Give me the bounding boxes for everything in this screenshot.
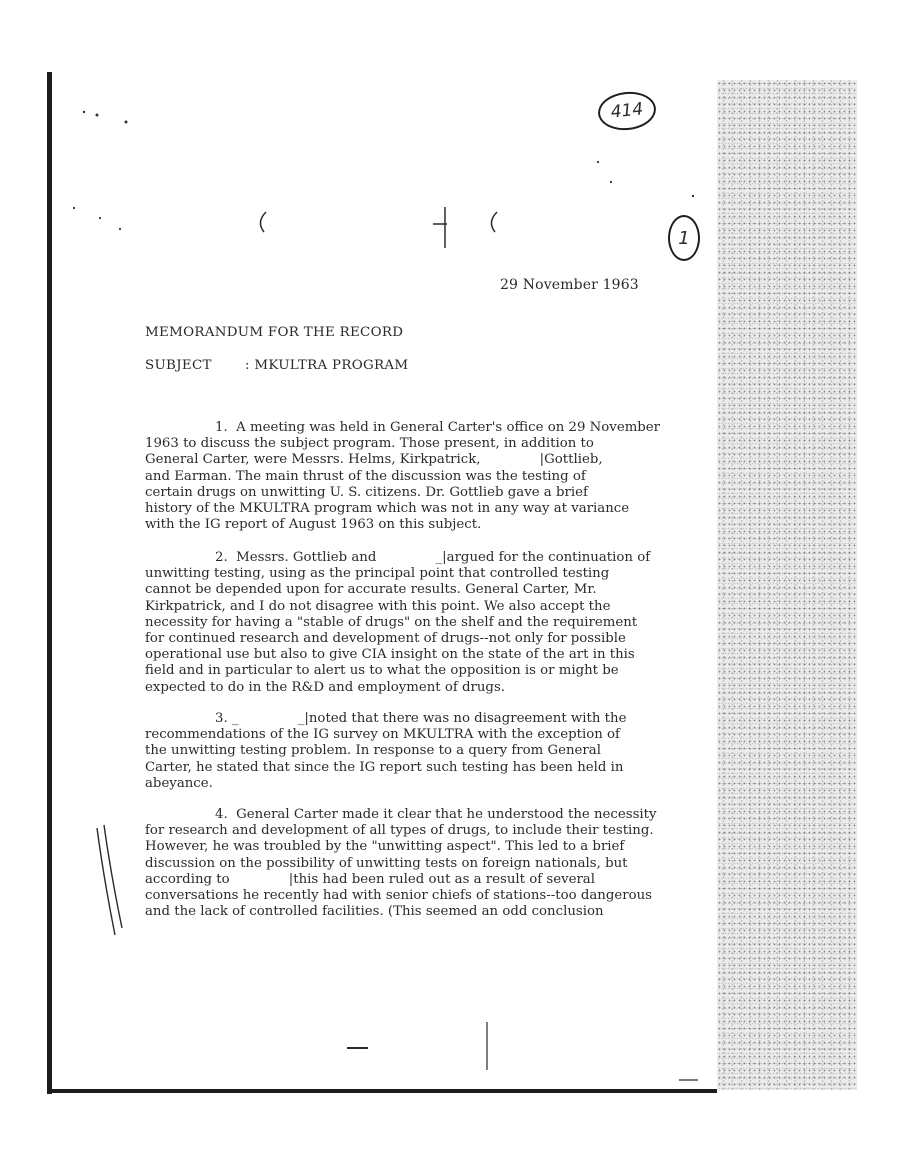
paragraph-line: General Carter, were Messrs. Helms, Kirkpatrick, |Gottlieb, [145, 452, 603, 468]
paragraph-line: cannot be depended upon for accurate results. General Carter, Mr. [145, 582, 597, 598]
paragraph-line: abeyance. [145, 775, 213, 791]
circled-number-text: 1 [678, 227, 690, 249]
subject-label: SUBJECT [145, 358, 212, 373]
paragraph-line: discussion on the possibility of unwitting tests on foreign nationals, but [145, 855, 628, 871]
paragraph-line: necessity for having a "stable of drugs" on the shelf and the requirement [145, 614, 638, 630]
paragraph-line: 1963 to discuss the subject program. Those present, in addition to [145, 436, 594, 452]
paragraph-line: for research and development of all types of drugs, to include their testing. [145, 823, 654, 839]
subject-value: : MKULTRA PROGRAM [245, 358, 409, 373]
paragraph-line: conversations he recently had with senior chiefs of stations--too dangerous [145, 887, 652, 903]
paren-mark-right [491, 212, 497, 232]
paragraph-line: and the lack of controlled facilities. (This seemed an odd conclusion [145, 904, 604, 920]
page-number-text: 414 [609, 99, 645, 123]
paragraph-1 [145, 420, 690, 533]
paragraph-line: Carter, he stated that since the IG report such testing has been held in [145, 759, 624, 775]
paragraph-line: history of the MKULTRA program which was not in any way at variance [145, 500, 630, 516]
memo-date: 29 November 1963 [500, 277, 639, 293]
memo-title: MEMORANDUM FOR THE RECORD [145, 325, 404, 340]
paragraph-3 [145, 711, 690, 792]
paragraph-line: expected to do in the R&D and employment of drugs. [145, 679, 505, 695]
margin-line-1 [97, 828, 115, 935]
paragraph-line: with the IG report of August 1963 on this subject. [145, 517, 482, 533]
paragraph-line: However, he was troubled by the "unwitting aspect". This led to a brief [145, 839, 625, 855]
paragraph-line: Kirkpatrick, and I do not disagree with this point. We also accept the [145, 598, 611, 614]
paren-mark-left [260, 212, 266, 232]
paragraph-line: operational use but also to give CIA insight on the state of the art in this [145, 647, 635, 663]
paragraph-line: certain drugs on unwitting U. S. citizens. Dr. Gottlieb gave a brief [145, 484, 588, 500]
paragraph-4 [145, 807, 690, 920]
paragraph-line: 2. Messrs. Gottlieb and _|argued for the continuation of [215, 550, 651, 565]
paragraph-line: 1. A meeting was held in General Carter's office on 29 November [215, 420, 661, 435]
paragraph-line: field and in particular to alert us to what the opposition is or might be [145, 663, 619, 679]
margin-line-2 [104, 825, 122, 928]
paragraph-line: 4. General Carter made it clear that he understood the necessity [215, 807, 657, 822]
paragraph-line: according to |this had been ruled out as a result of several [145, 871, 595, 887]
paragraph-line: the unwitting testing problem. In response to a query from General [145, 743, 601, 759]
paragraph-line: unwitting testing, using as the principal point that controlled testing [145, 566, 610, 582]
paragraph-2 [145, 550, 690, 696]
paragraph-line: for continued research and development of drugs--not only for possible [145, 630, 626, 646]
paragraph-line: 3. _ _|noted that there was no disagreement with the [215, 711, 627, 726]
paragraph-line: recommendations of the IG survey on MKULTRA with the exception of [145, 727, 620, 743]
paragraph-line: and Earman. The main thrust of the discussion was the testing of [145, 468, 586, 484]
